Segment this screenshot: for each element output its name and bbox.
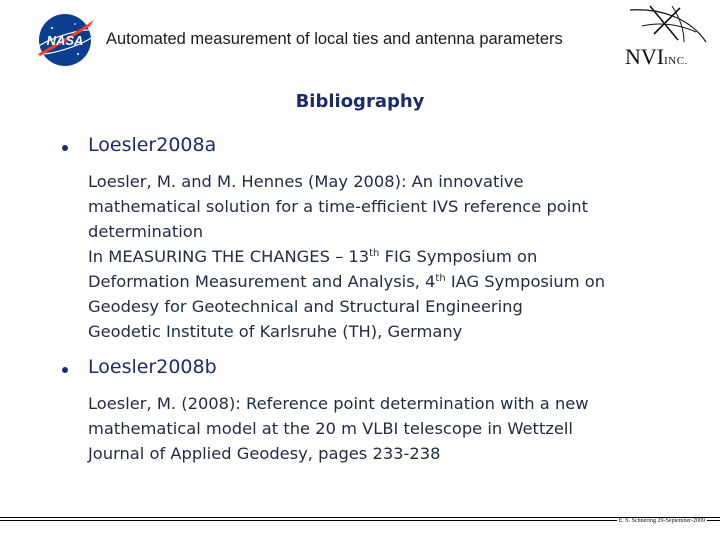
reference-line: mathematical solution for a time-efficient IVS reference point	[88, 197, 588, 216]
slide-header	[0, 0, 720, 78]
entry-key: Loesler2008b	[88, 356, 217, 378]
reference-line: Loesler, M. and M. Hennes (May 2008): An innovative	[88, 172, 524, 191]
reference-line: Geodetic Institute of Karlsruhe (TH), Germany	[88, 322, 463, 341]
reference-line: Deformation Measurement and Analysis, 4th IAG Symposium on	[88, 272, 606, 291]
reference-line: determination	[88, 222, 204, 241]
footer-divider	[0, 520, 720, 521]
bullet-icon	[62, 145, 68, 151]
reference-line: Loesler, M. (2008): Reference point determination with a new	[88, 394, 589, 413]
entry-reference	[88, 391, 589, 466]
reference-line: mathematical model at the 20 m VLBI telescope in Wettzell	[88, 419, 573, 438]
bullet-icon	[62, 367, 68, 373]
footer-divider	[0, 517, 720, 518]
footer-credit: E. S. Schnering 29-September-2009	[618, 518, 705, 524]
svg-text:NASA: NASA	[46, 33, 84, 48]
reference-line: Geodesy for Geotechnical and Structural Engineering	[88, 297, 523, 316]
header-title: Automated measurement of local ties and antenna parameters	[106, 30, 563, 48]
reference-line: Journal of Applied Geodesy, pages 233-238	[88, 444, 441, 463]
nasa-logo	[30, 10, 100, 70]
entry-key: Loesler2008a	[88, 134, 217, 156]
nvi-logo-text: NVIINC.	[625, 44, 688, 69]
entry-reference	[88, 169, 605, 344]
reference-line: In MEASURING THE CHANGES – 13th FIG Symposium on	[88, 247, 538, 266]
page-title: Bibliography	[295, 91, 425, 112]
